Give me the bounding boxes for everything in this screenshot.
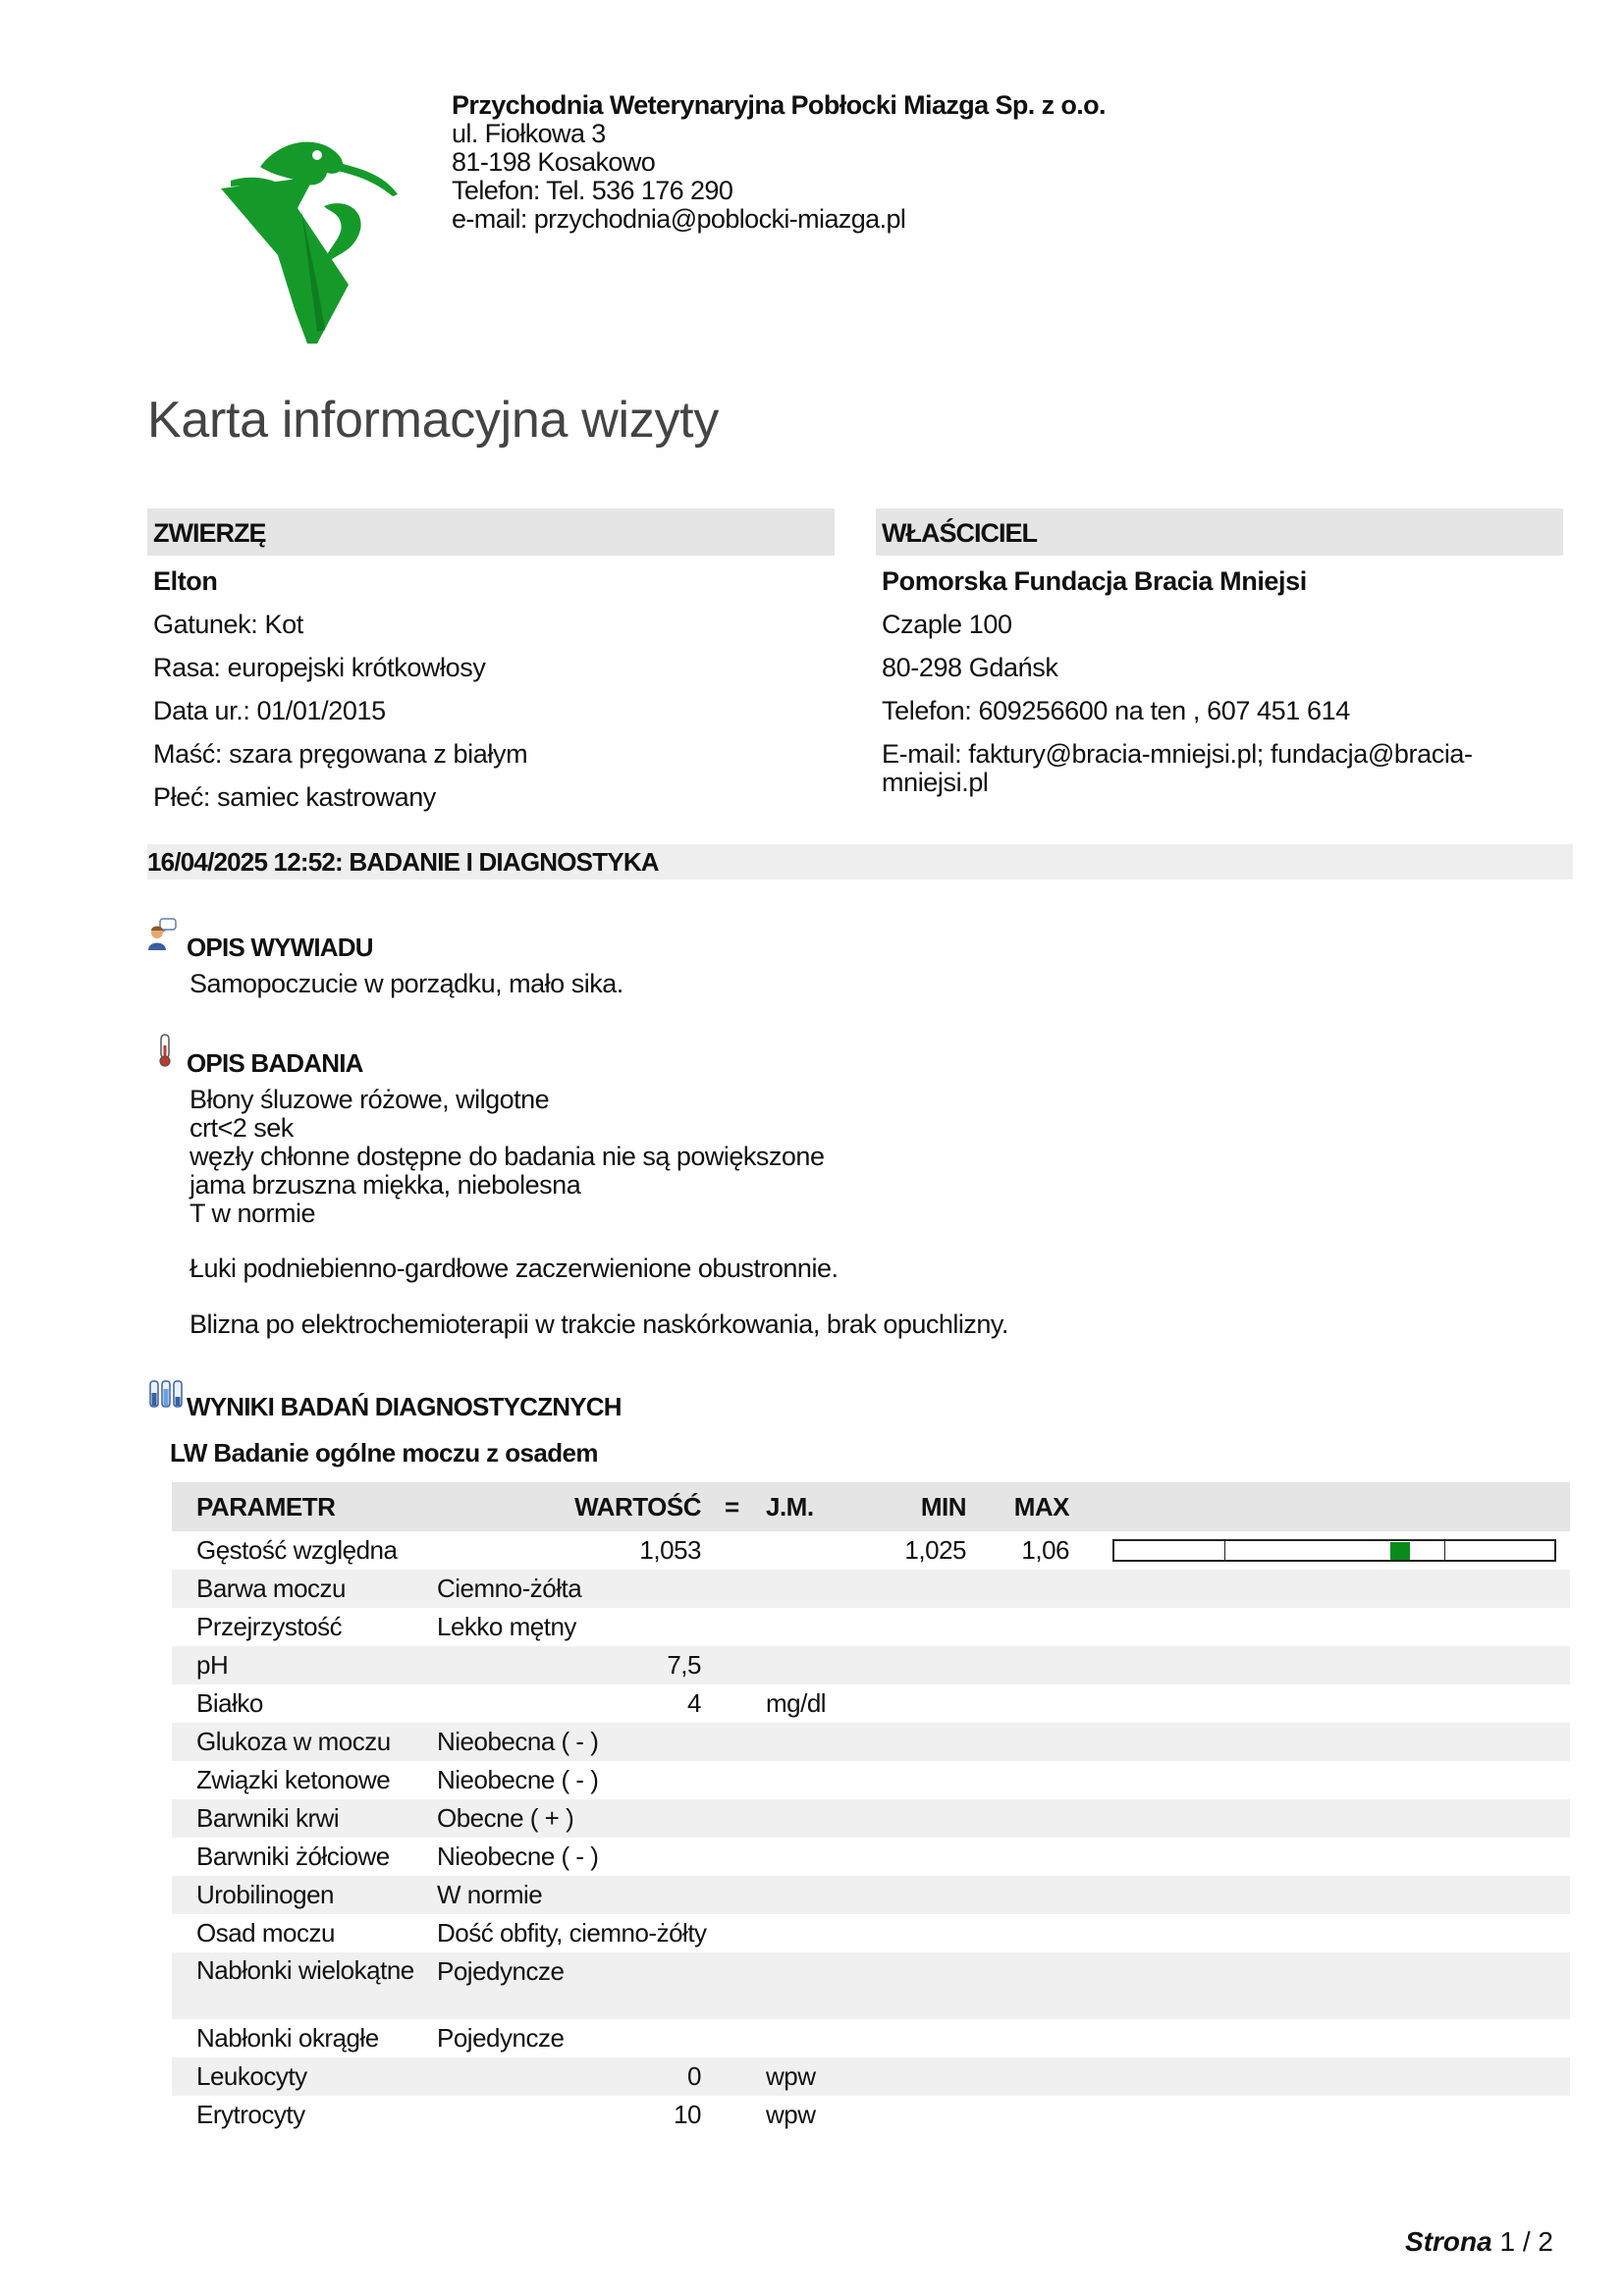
animal-section — [147, 508, 835, 819]
table-row — [172, 1799, 1570, 1838]
row-value: Lekko mętny — [437, 1612, 576, 1641]
clinic-info — [452, 91, 1106, 234]
header-value: WARTOŚĆ — [574, 1492, 701, 1522]
range-tick — [1444, 1541, 1445, 1560]
table-header — [172, 1482, 1570, 1531]
row-value: 4 — [687, 1688, 701, 1718]
row-min: 1,025 — [904, 1535, 966, 1565]
animal-color: Maść: szara pręgowana z białym — [153, 739, 528, 769]
row-value: W normie — [437, 1880, 543, 1909]
exam-line: Błony śluzowe różowe, wilgotne — [189, 1085, 550, 1114]
table-row — [172, 1876, 1570, 1914]
table-row — [172, 1608, 1570, 1646]
results-title: WYNIKI BADAŃ DIAGNOSTYCZNYCH — [187, 1392, 622, 1421]
range-tick — [1224, 1541, 1225, 1560]
table-row — [172, 1723, 1570, 1761]
test-tubes-icon — [147, 1379, 183, 1413]
row-value: Dość obfity, ciemno-żółty — [437, 1918, 707, 1948]
table-row — [172, 1761, 1570, 1799]
animal-species: Gatunek: Kot — [153, 610, 303, 639]
row-param: Urobilinogen — [196, 1880, 334, 1909]
row-value: 7,5 — [667, 1650, 701, 1680]
exam-paragraph-2: Łuki podniebienno-gardłowe zaczerwienione obustronnie. — [189, 1254, 839, 1283]
page-number — [1405, 2226, 1553, 2258]
animal-name: Elton — [153, 566, 218, 596]
row-param: Nabłonki wielokątne — [196, 1955, 414, 1985]
row-param: Barwa moczu — [196, 1574, 346, 1603]
row-param: pH — [196, 1650, 229, 1680]
test-name: LW Badanie ogólne moczu z osadem — [170, 1438, 598, 1468]
owner-phone: Telefon: 609256600 na ten , 607 451 614 — [882, 696, 1350, 725]
row-value: 10 — [674, 2100, 701, 2129]
owner-email-line-1: E-mail: faktury@bracia-mniejsi.pl; fundacja@bracia- — [882, 739, 1473, 769]
row-param: Białko — [196, 1688, 263, 1718]
animal-birth-date: Data ur.: 01/01/2015 — [153, 696, 386, 725]
row-param: Leukocyty — [196, 2061, 307, 2091]
exam-line: jama brzuszna miękka, niebolesna — [189, 1170, 581, 1200]
row-param: Erytrocyty — [196, 2100, 305, 2129]
exam-findings — [189, 1086, 824, 1228]
exam-line: węzły chłonne dostępne do badania nie są powiększone — [189, 1142, 825, 1171]
row-unit: wpw — [766, 2100, 816, 2129]
row-param: Glukoza w moczu — [196, 1727, 391, 1756]
owner-city: 80-298 Gdańsk — [882, 653, 1058, 682]
table-row — [172, 1646, 1570, 1684]
clinic-logo-icon — [201, 137, 398, 348]
header-unit: J.M. — [766, 1492, 814, 1522]
row-value: Nieobecne ( - ) — [437, 1765, 599, 1794]
results-table — [172, 1482, 1570, 2134]
page-total: / 2 — [1522, 2226, 1553, 2257]
row-param: Osad moczu — [196, 1918, 335, 1948]
row-param: Gęstość względna — [196, 1535, 398, 1565]
table-row — [172, 1838, 1570, 1876]
row-value: Obecne ( + ) — [437, 1803, 574, 1833]
clinic-email[interactable]: e-mail: przychodnia@poblocki-miazga.pl — [452, 204, 906, 234]
table-row — [172, 2057, 1570, 2096]
row-max: 1,06 — [1021, 1535, 1069, 1565]
owner-email[interactable] — [876, 740, 1563, 797]
owner-heading: WŁAŚCICIEL — [876, 508, 1563, 556]
exam-paragraph-3: Blizna po elektrochemioterapii w trakcie naskórkowania, brak opuchlizny. — [189, 1309, 1008, 1339]
page-label: Strona — [1405, 2226, 1492, 2257]
interview-text: Samopoczucie w porządku, mało sika. — [189, 969, 623, 998]
table-row — [172, 1952, 1570, 2019]
exam-title: OPIS BADANIA — [187, 1048, 363, 1078]
person-speech-icon — [147, 918, 177, 951]
table-row — [172, 1570, 1570, 1608]
row-value: Ciemno-żółta — [437, 1574, 582, 1603]
table-row — [172, 2019, 1570, 2057]
row-param: Nabłonki okrągłe — [196, 2023, 379, 2053]
range-value-marker — [1390, 1542, 1410, 1560]
table-row — [172, 1914, 1570, 1952]
clinic-phone: Telefon: Tel. 536 176 290 — [452, 176, 733, 205]
clinic-name: Przychodnia Weterynaryjna Pobłocki Miazga Sp. z o.o. — [452, 90, 1106, 120]
page-current: 1 — [1499, 2226, 1516, 2257]
page-title: Karta informacyjna wizyty — [147, 392, 720, 449]
table-row — [172, 2096, 1570, 2134]
row-value: 1,053 — [639, 1535, 701, 1565]
table-row — [172, 1531, 1570, 1570]
visit-header: 16/04/2025 12:52: BADANIE I DIAGNOSTYKA — [147, 844, 1573, 880]
range-indicator — [1112, 1539, 1556, 1562]
row-value: 0 — [687, 2061, 701, 2091]
row-value: Pojedyncze — [437, 2023, 565, 2053]
row-param: Związki ketonowe — [196, 1765, 391, 1794]
row-param: Barwniki krwi — [196, 1803, 340, 1833]
row-unit: mg/dl — [766, 1688, 827, 1718]
row-unit: wpw — [766, 2061, 816, 2091]
exam-line: T w normie — [189, 1199, 316, 1228]
animal-heading: ZWIERZĘ — [147, 508, 835, 556]
owner-street: Czaple 100 — [882, 610, 1012, 639]
owner-section — [876, 508, 1563, 797]
animal-breed: Rasa: europejski krótkowłosy — [153, 653, 486, 682]
clinic-city: 81-198 Kosakowo — [452, 147, 656, 177]
row-param: Barwniki żółciowe — [196, 1842, 390, 1871]
exam-line: crt<2 sek — [189, 1113, 294, 1143]
row-value: Nieobecne ( - ) — [437, 1842, 599, 1871]
interview-title: OPIS WYWIADU — [187, 933, 373, 962]
thermometer-icon — [152, 1034, 182, 1067]
row-value: Pojedyncze — [437, 1956, 565, 1986]
header-eq: = — [725, 1492, 739, 1522]
table-row — [172, 1684, 1570, 1723]
owner-email-line-2: mniejsi.pl — [882, 768, 989, 797]
animal-sex: Płeć: samiec kastrowany — [153, 782, 436, 812]
clinic-street: ul. Fiołkowa 3 — [452, 119, 606, 148]
header-param: PARAMETR — [196, 1492, 336, 1522]
row-value: Nieobecna ( - ) — [437, 1727, 599, 1756]
owner-name: Pomorska Fundacja Bracia Mniejsi — [882, 566, 1307, 596]
header-min: MIN — [920, 1492, 966, 1522]
row-param: Przejrzystość — [196, 1612, 343, 1641]
header-max: MAX — [1013, 1492, 1069, 1522]
